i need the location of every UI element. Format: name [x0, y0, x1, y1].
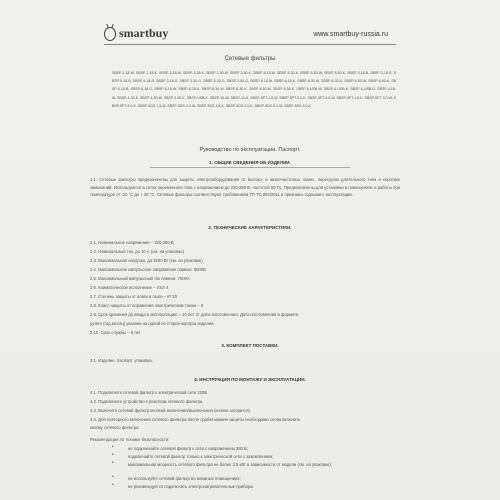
section-1-paragraph: 1.1. Сетевые фильтры предназначены для защиты электрооборудования от высоко- и низкочастотных помех, перегрузок длительного типа и коротких замыканий. Используются в сетях переменного тока с напряжением до 220-250 В, частотой 50 Гц. Предназначены для установки в помещениях и работы при температуре от -10 °С до + 30 °С. Сетевые фильтры соответствуют требованиям ТР ТС 004/2011 и признаны годными к эксплуатации. — [90, 177, 400, 197]
document-subtitle: Руководство по эксплуатации. Паспорт. — [199, 147, 301, 153]
package-item: 3.1. Изделие, паспорт, упаковка. — [90, 358, 153, 363]
bullet-marker: • — [112, 452, 114, 458]
instruction-item: 4.3. Включите сетевой фильтр кнопкой включения/выключения (кнопка загорится) — [90, 408, 250, 413]
document-title: Сетевые фильтры — [224, 56, 276, 62]
section-1-underline — [150, 167, 350, 168]
spec-item: 2.1. Номинальное напряжение – 220-250 В — [90, 240, 174, 245]
instruction-item: 4.2. Подключите устройство к розеткам сетевого фильтра. — [90, 399, 204, 404]
brand-name: smartbuy — [119, 26, 169, 40]
spec-item: 2.5. Максимальный импульсный ток помехи: 7500А — [90, 276, 190, 281]
spec-item: 2.2. Номинальный ток, до 10 А (см. на упаковке) — [90, 249, 185, 254]
spec-item: 2.4. Максимальное импульсное напряжение помехи: 6000В — [90, 267, 206, 272]
instruction-item: 4.1. Подключите сетевой фильтр к электрической сети 220В — [90, 390, 208, 395]
spec-item: 2.3. Максимальная нагрузка, до 2200 Вт (см. на упаковке) — [90, 258, 203, 263]
spec-item: 2.7. Степень защиты от влаги и пыли – IP 20 — [90, 294, 177, 299]
section-4-heading: 4. ИНСТРУКЦИЯ ПО МОНТАЖУ И ЭКСПЛУАТАЦИИ. — [194, 377, 306, 382]
safety-item: подключайте сетевой фильтр только к электрической сети с заземлением; — [128, 454, 274, 459]
model-list: SBSP-1-18-W, SBSP-1-18-K, SBSP-3-18-W, SBSP-3-18-K, SBSP-3-30-W, SBSP-3-50-K, SBSP-5-18-W, SBSP-5-30-K, SBSP-5-50-W, SBSP-5-50-K, SBSP-3-18-B, SBSP-3-18-R, SBSP-5-18-B, SBSP-5-18-R, SBSP-3-18-G, SBSP-3-30-G, SBSP-5-30-G, SBSP-3-50-G, SBSP-6-18-W, SBSP-6-18-K, SBSP-6-30-W, SBSP-6-30-K, SBSP-6-50-W, SBSP-6-50-K, SBSP-6-18-B, SBSP-6-18-G, SBSP-8-18-W, SBSP-8-18-K, SBSP-8-30-W, SBSP-8-30-K, SBSP-8-50-W, SBSP-8-50-K, SBSP-6-USB-W, SBSP-6-USB-K, SBSP-6-USB-G, SBSP-4-18-W, SBSP-4-30-K, SBSP-4-50-W, SBSP-4-50-K, SBSP-USB-K, SBSP-10-W, SBSP-10-K, SBSP-5PT-1.8-W, SBSP-5PT-3.0-K, SBSP-5PT-5.0-W, SBSP-5PT-1.8-K, SBSP-5PT-3.0-W, SBSP-5PT-5.0-K, SBSP-5DS-1.8-W, SBSP-5DS-3.0-W, SBSP-5DS-1.8-K, SBSP-5DS-3.0-K, SBSP-5DS-5.0-W, SBSP-5DS-5.0-K — [112, 71, 396, 108]
bullet-marker: • — [112, 444, 114, 450]
spec-item: 2.8. Класс защиты от поражения электрическим током – II — [90, 303, 203, 308]
section-2-heading: 2. ТЕХНИЧЕСКИЕ ХАРАКТЕРИСТИКИ. — [208, 225, 292, 230]
website-url: www.smartbuy-russia.ru — [313, 31, 388, 38]
spec-item: 2.6. Климатическое исполнение – УХЛ 4 — [90, 285, 169, 290]
section-3-heading: 3. КОМПЛЕКТ ПОСТАВКИ. — [221, 343, 279, 348]
spec-item: 2.10. Срок службы – 5 лет — [90, 330, 141, 335]
spec-item: уу.mm (год.месяц) указана на одной из сторон корпуса изделия. — [90, 321, 215, 326]
safety-item: не подключайте сетевой фильтр к сети с напряжением 380 В; — [128, 446, 248, 451]
safety-heading: Рекомендации по технике безопасности: — [90, 437, 170, 442]
bug-logo-icon — [104, 27, 116, 41]
safety-item: максимальная мощность сетевого фильтра не более 3,5 кВт в зависимости от модели (см. на упаковке); — [128, 462, 332, 467]
instruction-item: 4.4. Для повторного включения сетевого фильтра после срабатывания защиты необходимо снова включить — [90, 417, 301, 422]
bullet-marker: • — [112, 474, 114, 480]
brand-logo — [104, 26, 168, 41]
bullet-marker: • — [112, 460, 114, 466]
bullet-marker: • — [112, 482, 114, 488]
instruction-item: кнопку сетевого фильтра. — [90, 425, 140, 430]
safety-item: не используйте сетевой фильтр во влажных помещениях; — [128, 476, 241, 481]
section-1-heading: 1. ОБЩИЕ СВЕДЕНИЯ ОБ ИЗДЕЛИИ. — [209, 160, 291, 165]
spec-item: 2.9. Срок хранения до ввода в эксплуатацию – 10 лет от даты изготовления. Дата изготовления в формате — [90, 312, 299, 317]
header-divider — [104, 44, 396, 45]
safety-item: не рекомендуется подключать электронагревательные приборы — [128, 484, 254, 489]
